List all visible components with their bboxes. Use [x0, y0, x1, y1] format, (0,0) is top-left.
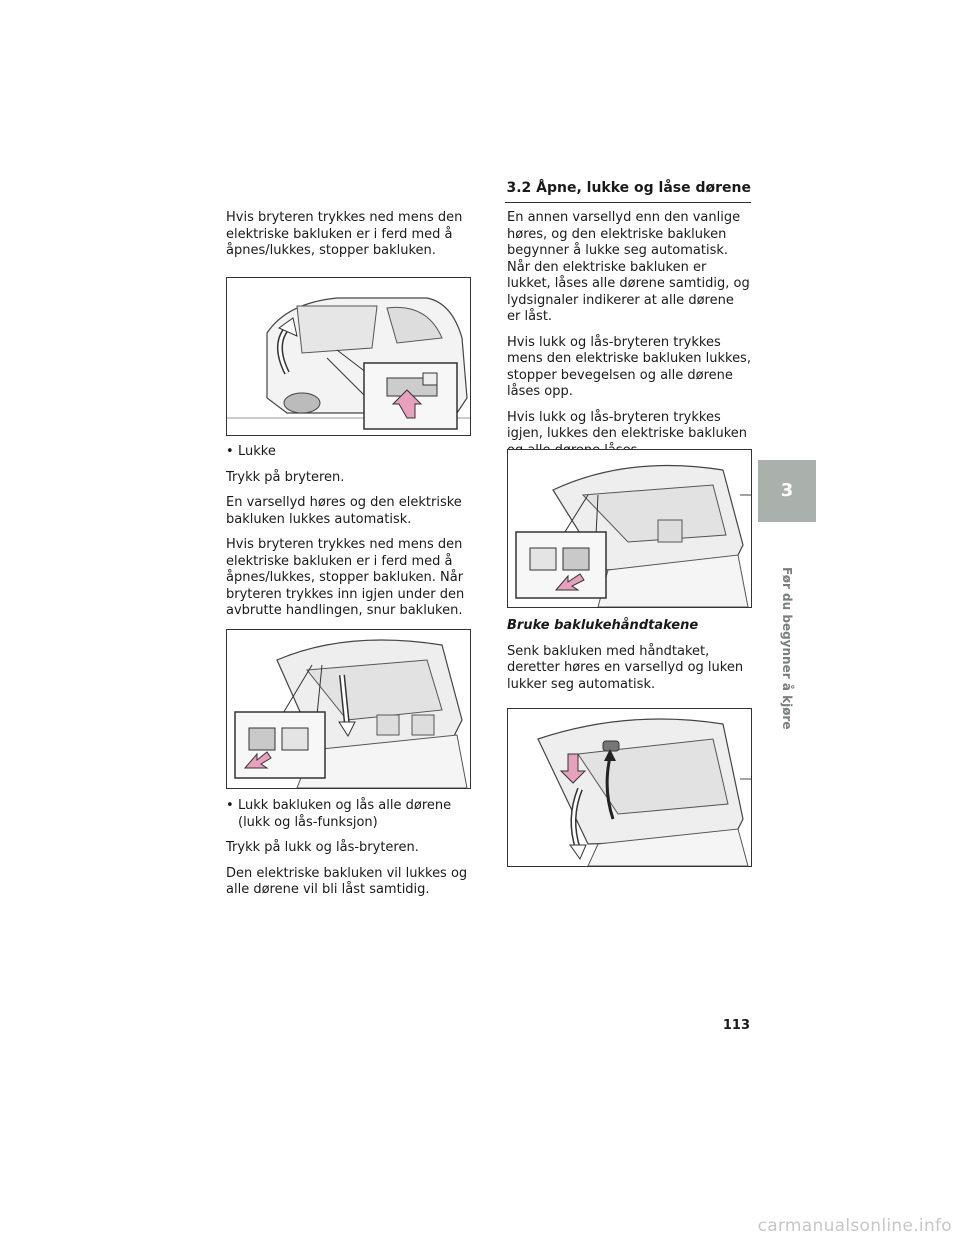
right-column-top: [507, 210, 751, 468]
bullet-lukke: Lukke: [238, 444, 276, 459]
bullet-dot: •: [226, 444, 234, 459]
left-column-middle: [226, 444, 474, 629]
bullet-lukk-og-las: Lukk bakluken og lås alle dørene (lukk og lås-funksjon): [238, 798, 452, 830]
left-column-bottom: [226, 798, 474, 908]
paragraph: Hvis bryteren trykkes ned mens den elektriske bakluken er i ferd med å åpnes/lukkes, stopper bakluken.: [226, 210, 463, 258]
paragraph: Trykk på lukk og lås-bryteren.: [226, 840, 419, 855]
section-header: 3.2 Åpne, lukke og låse dørene: [505, 178, 751, 203]
watermark: carmanualsonline.info: [757, 1216, 952, 1236]
open-tailgate-illustration: [227, 630, 470, 788]
paragraph: Trykk på bryteren.: [226, 469, 345, 485]
paragraph: Hvis lukk og lås-bryteren trykkes mens den elektriske bakluken lukkes, stopper bevegelsen og alle dørene låses opp.: [507, 334, 751, 399]
close-lock-illustration: [508, 450, 751, 607]
paragraph: Når den elektriske bakluken er lukket, låses alle dørene samtidig, og lydsignaler indikerer at alle dørene er låst.: [507, 259, 750, 324]
page-number: 113: [722, 1018, 750, 1033]
left-column-top: [226, 210, 474, 269]
tailgate-handle-illustration: [508, 709, 751, 866]
paragraph: Senk bakluken med håndtaket, deretter høres en varsellyd og luken lukker seg automatisk.: [507, 643, 744, 692]
chapter-tab[interactable]: 3: [758, 460, 816, 522]
paragraph: Hvis lukk og lås-bryteren trykkes igjen, lukkes den elektriske bakluken: [507, 409, 748, 441]
bullet-dot: •: [226, 798, 234, 813]
paragraph: En annen varsellyd enn den vanlige høres, og den elektriske bakluken begynner å lukke seg automatisk.: [507, 210, 741, 258]
chapter-title: Før du begynner å kjøre: [780, 567, 794, 730]
paragraph: Hvis bryteren trykkes ned mens den elektriske bakluken er i ferd med å åpnes/lukkes, stopper bakluken. Når bryteren trykkes inn igjen under den avbrutte handlingen, snur bakluken.: [226, 537, 465, 618]
figure-open-tailgate-switch: [226, 629, 471, 789]
subheading: Bruke baklukehåndtakene: [507, 618, 699, 633]
paragraph: Den elektriske bakluken vil lukkes og alle dørene vil bli låst samtidig.: [226, 865, 468, 897]
figure-tailgate-handle: [507, 708, 752, 867]
figure-close-lock-switch: [507, 449, 752, 608]
right-column-bottom: [507, 618, 751, 702]
paragraph: En varsellyd høres og den elektriske bakluken lukkes automatisk.: [226, 495, 462, 527]
car-rear-illustration: [227, 278, 470, 435]
figure-tailgate-switch: [226, 277, 471, 436]
